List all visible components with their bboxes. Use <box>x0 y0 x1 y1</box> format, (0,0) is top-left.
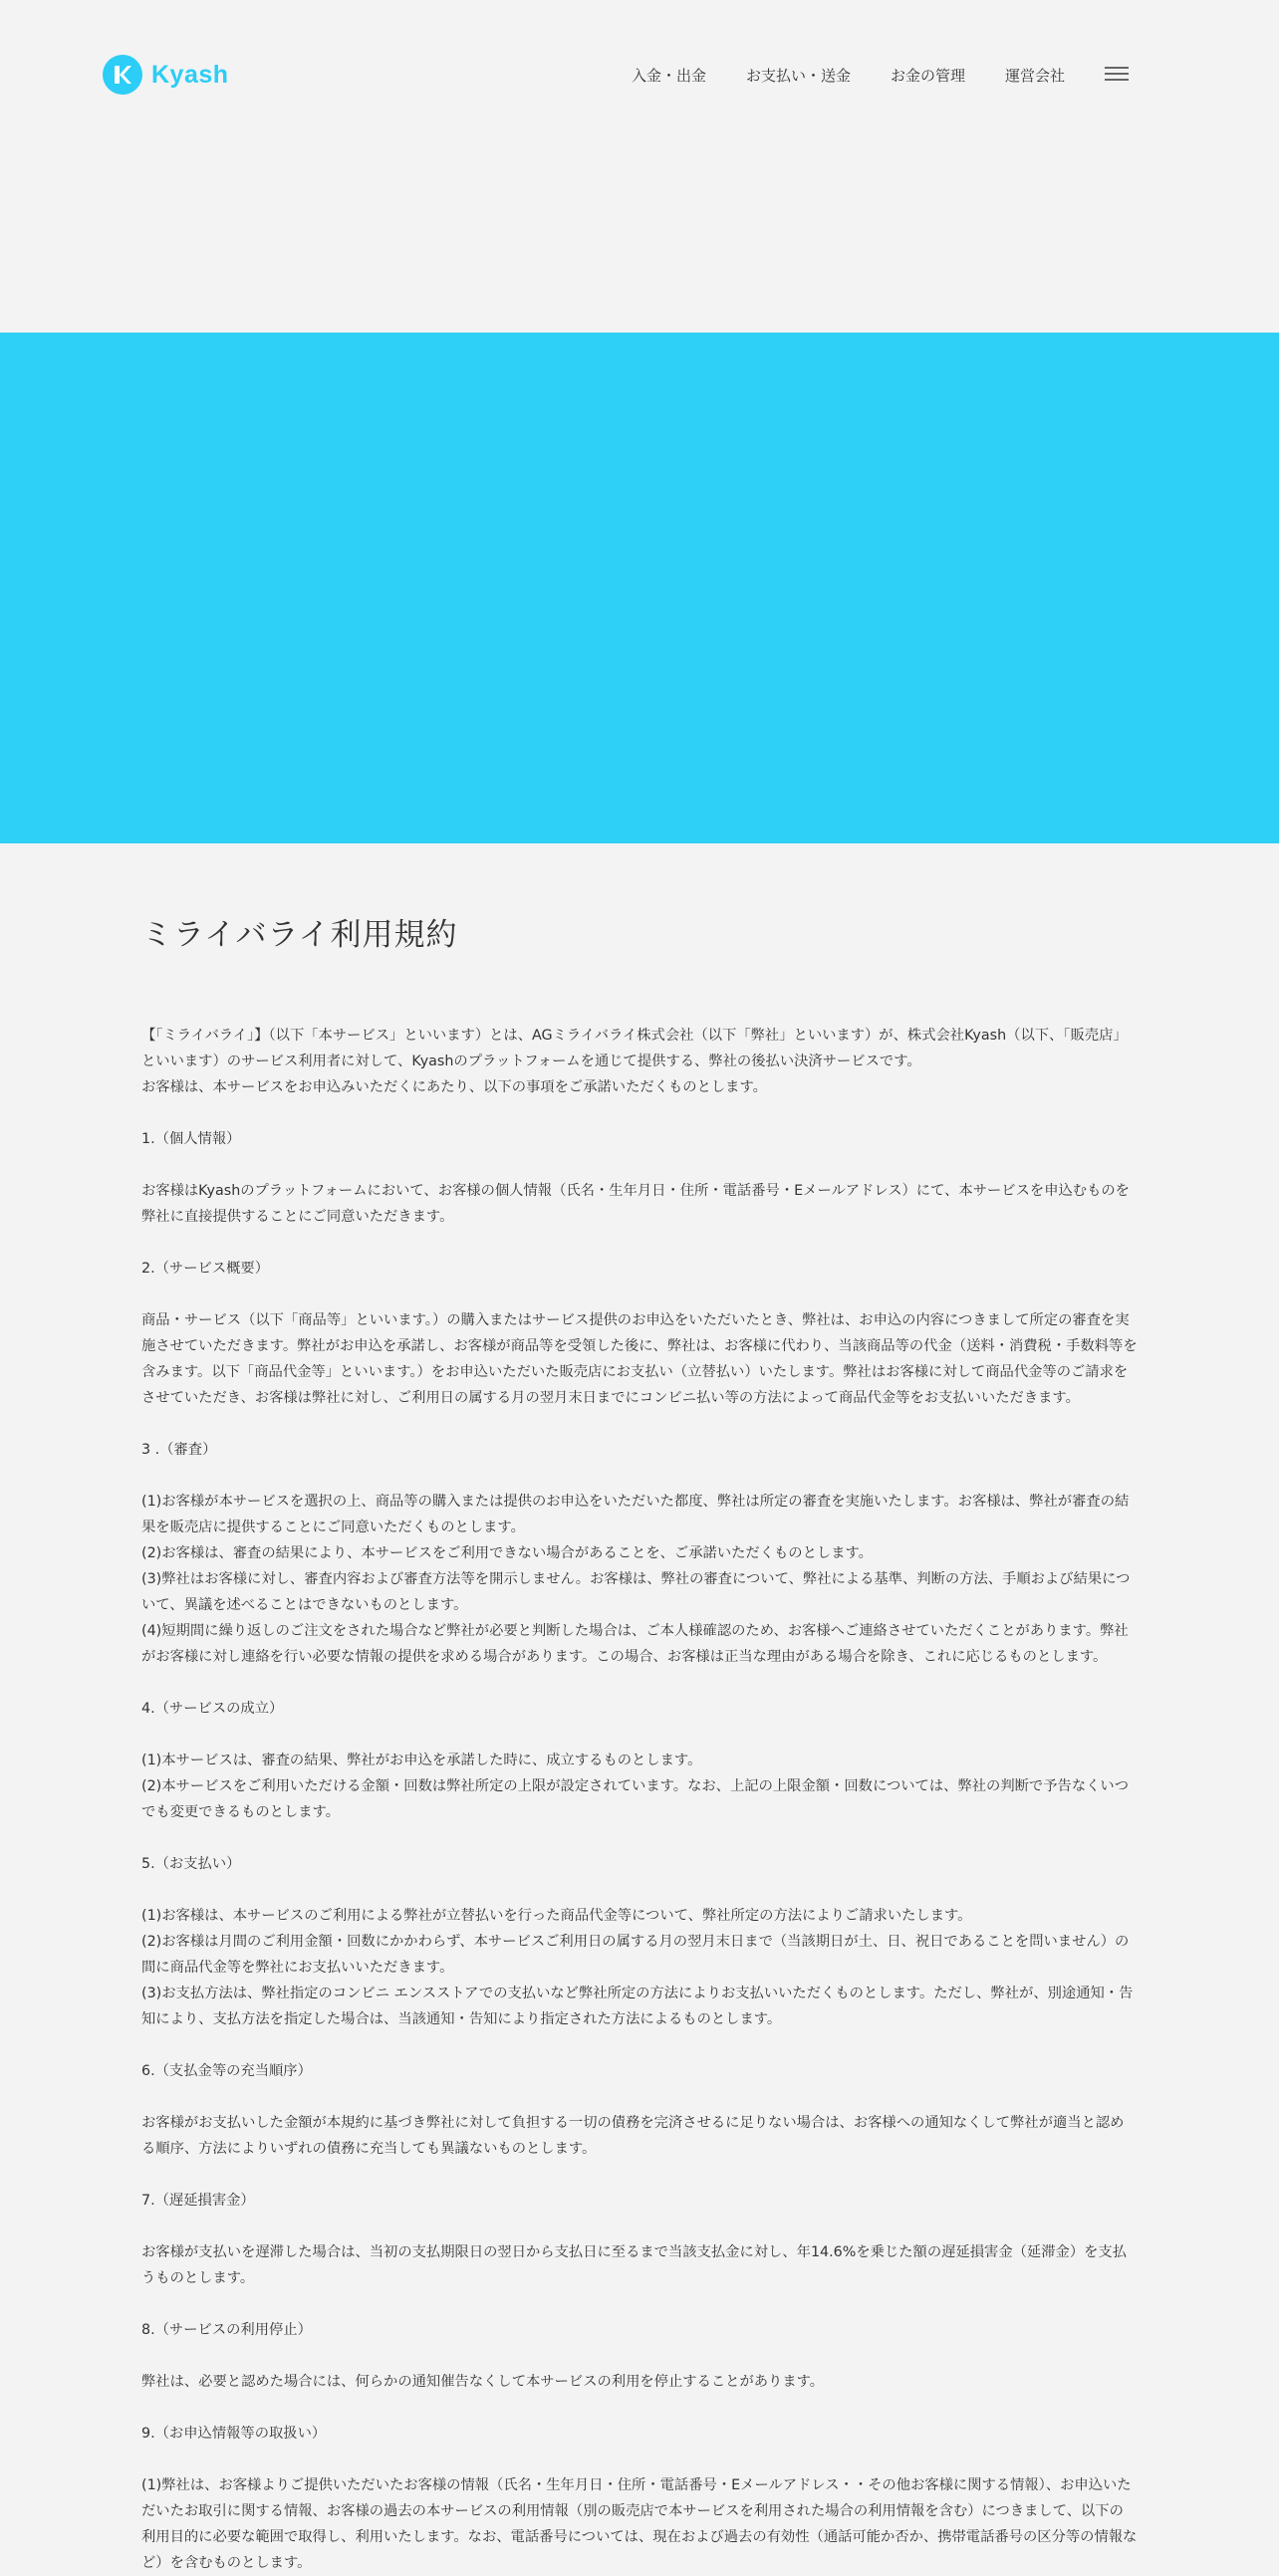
hero-banner <box>0 333 1279 843</box>
paragraph-spacer <box>141 2162 1138 2188</box>
terms-line: 4.（サービスの成立） <box>141 1701 284 1717</box>
page-title: ミライバライ利用規約 <box>141 917 458 953</box>
nav-money-management[interactable]: お金の管理 <box>891 66 966 85</box>
terms-line: 2.（サービス概要） <box>141 1261 270 1277</box>
paragraph-spacer <box>141 2291 1138 2317</box>
terms-line: 7.（遅延損害金） <box>141 2193 255 2209</box>
terms-line: 8.（サービスの利用停止） <box>141 2322 312 2338</box>
terms-paragraph <box>141 1126 1138 1152</box>
terms-paragraph <box>141 1256 1138 1282</box>
paragraph-spacer <box>141 2447 1138 2472</box>
paragraph-spacer <box>141 1282 1138 1307</box>
paragraph-spacer <box>141 2084 1138 2110</box>
paragraph-spacer <box>141 1230 1138 1256</box>
terms-main <box>141 843 1138 2576</box>
terms-line: 3 .（審査） <box>141 1442 217 1458</box>
paragraph-spacer <box>141 1825 1138 1851</box>
terms-line: 1.（個人情報） <box>141 1131 241 1147</box>
terms-paragraph <box>141 2188 1138 2214</box>
kyash-logo-icon <box>103 55 142 95</box>
terms-paragraph <box>141 1437 1138 1463</box>
kyash-logo[interactable] <box>103 55 229 95</box>
terms-paragraph <box>141 2239 1138 2291</box>
paragraph-spacer <box>141 1411 1138 1437</box>
site-header <box>0 0 1279 333</box>
terms-paragraph <box>141 1307 1138 1411</box>
terms-paragraph <box>141 2472 1138 2576</box>
terms-line: 9.（お申込情報等の取扱い） <box>141 2426 327 2442</box>
main-nav <box>632 64 1105 86</box>
terms-line: 6.（支払金等の充当順序） <box>141 2063 312 2079</box>
terms-line: (3)弊社はお客様に対し、審査内容および審査方法等を開示しません。お客様は、弊社の審査について、弊社による基準、判断の方法、手順および結果について、異議を述べることはできないものとします。 <box>141 1571 1131 1613</box>
terms-line: お客様は、本サービスをお申込みいただくにあたり、以下の事項をご承諾いただくものとします。 <box>141 1079 767 1095</box>
terms-paragraph <box>141 1851 1138 1877</box>
terms-line: (1)本サービスは、審査の結果、弊社がお申込を承諾した時に、成立するものとします。 <box>141 1753 702 1768</box>
terms-line: (1)お客様が本サービスを選択の上、商品等の購入または提供のお申込をいただいた都度、弊社は所定の審査を実施いたします。お客様は、弊社が審査の結果を販売店に提供することにご同意いただくものとします。 <box>141 1494 1130 1535</box>
terms-paragraph <box>141 1748 1138 1825</box>
nav-payment-transfer[interactable]: お支払い・送金 <box>746 66 852 85</box>
paragraph-spacer <box>141 2395 1138 2421</box>
terms-line: お客様がお支払いした金額が本規約に基づき弊社に対して負担する一切の債務を完済させるに足りない場合は、お客様への通知なくして弊社が適当と認める順序、方法によりいずれの債務に充当しても異議ないものとします。 <box>141 2115 1125 2157</box>
terms-line: お客様はKyashのプラットフォームにおいて、お客様の個人情報（氏名・生年月日・住所・電話番号・Eメールアドレス）にて、本サービスを申込むものを弊社に直接提供することにご同意いただきます。 <box>141 1183 1130 1225</box>
terms-content <box>141 1023 1138 2576</box>
terms-line: (2)本サービスをご利用いただける金額・回数は弊社所定の上限が設定されています。なお、上記の上限金額・回数については、弊社の判断で予告なくいつでも変更できるものとします。 <box>141 1778 1130 1820</box>
terms-paragraph <box>141 1903 1138 2032</box>
terms-paragraph <box>141 2421 1138 2447</box>
terms-paragraph <box>141 2058 1138 2084</box>
paragraph-spacer <box>141 1722 1138 1748</box>
paragraph-spacer <box>141 1100 1138 1126</box>
terms-paragraph <box>141 1023 1138 1100</box>
logo-text: Kyash <box>151 60 229 89</box>
terms-line: (1)弊社は、お客様よりご提供いただいたお客様の情報（氏名・生年月日・住所・電話番号・Eメールアドレス・・その他お客様に関する情報）、お申込いただいたお取引に関する情報、お客様の過去の本サービスの利用情報（別の販売店で本サービスを利用された場合の利用情報を含む）につきまして、以下の利用目的に必要な範囲で取得し、利用いたします。なお、電話番号については、現在および過去の有効性（通話可能か否か、携帯電話番号の区分等の情報など）を含むものとします。 <box>141 2477 1138 2571</box>
terms-paragraph <box>141 1696 1138 1722</box>
terms-paragraph <box>141 1178 1138 1230</box>
terms-line: (2)お客様は月間のご利用金額・回数にかかわらず、本サービスご利用日の属する月の翌月末日まで（当該期日が土、日、祝日であることを問いません）の間に商品代金等を弊社にお支払いいただきます。 <box>141 1934 1130 1976</box>
menu-icon[interactable] <box>1105 66 1129 82</box>
terms-line: 5.（お支払い） <box>141 1856 241 1872</box>
paragraph-spacer <box>141 1152 1138 1178</box>
nav-deposit-withdraw[interactable]: 入金・出金 <box>632 66 707 85</box>
terms-line: (1)お客様は、本サービスのご利用による弊社が立替払いを行った商品代金等について、弊社所定の方法によりご請求いたします。 <box>141 1908 972 1924</box>
paragraph-spacer <box>141 2214 1138 2239</box>
terms-paragraph <box>141 2110 1138 2162</box>
terms-line: 【「ミライバライ」】（以下「本サービス」といいます）とは、AGミライバライ株式会社（以下「弊社」といいます）が、株式会社Kyash（以下、「販売店」といいます）のサービス利用者に対して、Kyashのプラットフォームを通じて提供する、弊社の後払い決済サービスです。 <box>141 1028 1128 1069</box>
paragraph-spacer <box>141 1463 1138 1489</box>
nav-company[interactable]: 運営会社 <box>1005 66 1066 85</box>
terms-line: (3)お支払方法は、弊社指定のコンビニ エンスストアでの支払いなど弊社所定の方法によりお支払いいただくものとします。ただし、弊社が、別途通知・告知により、支払方法を指定した場合は、当該通知・告知により指定された方法によるものとします。 <box>141 1986 1134 2027</box>
paragraph-spacer <box>141 2343 1138 2369</box>
terms-paragraph <box>141 1489 1138 1670</box>
paragraph-spacer <box>141 1670 1138 1696</box>
paragraph-spacer <box>141 1877 1138 1903</box>
terms-line: (4)短期間に繰り返しのご注文をされた場合など弊社が必要と判断した場合は、ご本人様確認のため、お客様へご連絡させていただくことがあります。弊社がお客様に対し連絡を行い必要な情報の提供を求める場合があります。この場合、お客様は正当な理由がある場合を除き、これに応じるものとします。 <box>141 1623 1129 1665</box>
terms-line: お客様が支払いを遅滞した場合は、当初の支払期限日の翌日から支払日に至るまで当該支払金に対し、年14.6%を乗じた額の遅延損害金（延滞金）を支払うものとします。 <box>141 2244 1128 2286</box>
terms-line: (2)お客様は、審査の結果により、本サービスをご利用できない場合があることを、ご承諾いただくものとします。 <box>141 1545 873 1561</box>
terms-line: 弊社は、必要と認めた場合には、何らかの通知催告なくして本サービスの利用を停止することがあります。 <box>141 2374 825 2390</box>
terms-paragraph <box>141 2317 1138 2343</box>
terms-paragraph <box>141 2369 1138 2395</box>
paragraph-spacer <box>141 2032 1138 2058</box>
terms-line: 商品・サービス（以下「商品等」といいます。）の購入またはサービス提供のお申込をいただいたとき、弊社は、お申込の内容につきまして所定の審査を実施させていただきます。弊社がお申込を承諾し、お客様が商品等を受領した後に、弊社は、お客様に代わり、当該商品等の代金（送料・消費税・手数料等を含みます。以下「商品代金等」といいます。）をお申込いただいた販売店にお支払い（立替払い）いたします。弊社はお客様に対して商品代金等のご請求をさせていただき、お客様は弊社に対し、ご利用日の属する月の翌月末日までにコンビニ払い等の方法によって商品代金等をお支払いいただきます。 <box>141 1312 1138 1406</box>
